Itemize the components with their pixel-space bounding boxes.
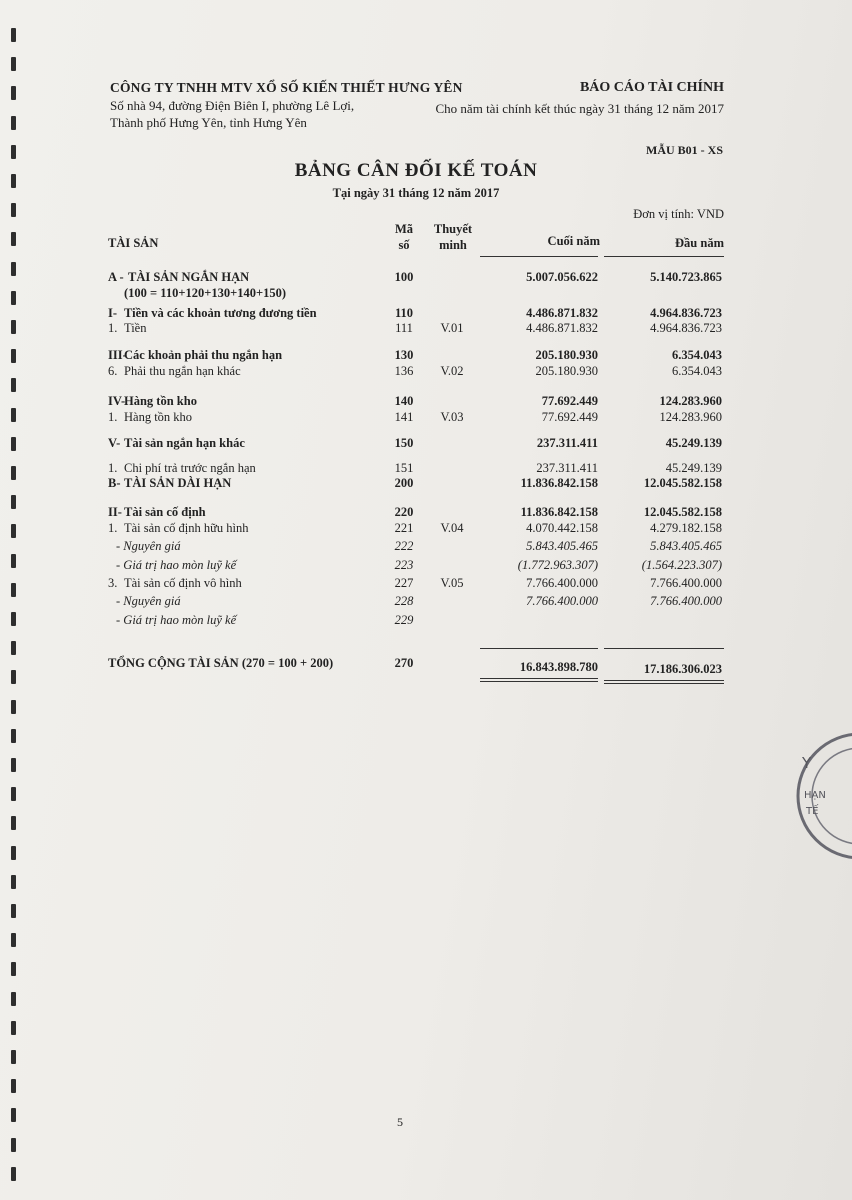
form-code: MẪU B01 - XS	[646, 143, 723, 157]
column-header-beginning-of-year: Đầu năm	[675, 236, 724, 250]
stamp-text-3: TẾ	[806, 806, 819, 817]
binding-hole	[11, 846, 16, 860]
row-end-value: 4.070.442.158	[526, 521, 598, 535]
row-note: V.03	[440, 410, 464, 424]
row-code: 222	[394, 539, 414, 553]
row-begin-value: 4.279.182.158	[650, 521, 722, 535]
row-code: 151	[394, 461, 414, 475]
binding-hole	[11, 816, 16, 830]
table-row	[0, 521, 852, 538]
total-double-rule-begin-2	[604, 683, 724, 684]
binding-hole	[11, 758, 16, 772]
binding-hole	[11, 57, 16, 71]
row-note: V.01	[440, 321, 464, 335]
row-label: Tài sản cố định	[124, 505, 206, 519]
row-label: Tài sản ngắn hạn khác	[124, 436, 245, 450]
row-end-value: 205.180.930	[535, 364, 598, 378]
row-end-value: 4.486.871.832	[526, 321, 598, 335]
binding-hole	[11, 28, 16, 42]
row-end-value: 237.311.411	[536, 436, 598, 450]
currency-unit: Đơn vị tính: VND	[633, 207, 724, 221]
row-code: 221	[394, 521, 414, 535]
column-header-note-line2: minh	[439, 238, 467, 252]
table-row	[0, 613, 852, 630]
row-end-value: (1.772.963.307)	[517, 558, 598, 572]
row-label: - Nguyên giá	[116, 539, 181, 553]
binding-hole	[11, 904, 16, 918]
row-begin-value: 4.964.836.723	[650, 321, 722, 335]
row-begin-value: 5.843.405.465	[650, 539, 722, 553]
header-underline-begin	[604, 256, 724, 257]
table-row	[0, 476, 852, 493]
row-label: Tiền	[124, 321, 147, 335]
column-header-note-line1: Thuyết	[433, 222, 473, 236]
row-begin-value: 7.766.400.000	[650, 576, 722, 590]
table-row	[0, 286, 852, 303]
binding-hole	[11, 1050, 16, 1064]
report-title: BÁO CÁO TÀI CHÍNH	[579, 80, 724, 95]
row-code: 111	[395, 321, 413, 335]
binding-hole	[11, 787, 16, 801]
row-index: 1.	[108, 521, 118, 535]
total-top-rule-begin	[604, 648, 724, 649]
binding-hole	[11, 203, 16, 217]
row-begin-value: 45.249.139	[665, 436, 722, 450]
row-end-value: 11.836.842.158	[520, 476, 598, 490]
binding-hole	[11, 700, 16, 714]
row-begin-value: 45.249.139	[665, 461, 722, 475]
row-index: 3.	[108, 576, 118, 590]
total-double-rule-end-2	[480, 681, 598, 682]
column-header-code-line1: Mã	[394, 222, 414, 236]
stamp-text-1: Y	[802, 754, 812, 772]
row-label: (100 = 110+120+130+140+150)	[124, 286, 286, 300]
row-label: Hàng tồn kho	[124, 410, 193, 424]
column-header-asset: TÀI SẢN	[108, 236, 159, 250]
row-begin-value: 12.045.582.158	[643, 505, 722, 519]
row-end-value: 5.007.056.622	[526, 270, 598, 284]
total-double-rule-begin-1	[604, 680, 724, 681]
row-index: 1.	[108, 461, 118, 475]
binding-hole	[11, 116, 16, 130]
row-code: 223	[394, 558, 414, 572]
table-row	[0, 348, 852, 365]
row-begin-value: (1.564.223.307)	[641, 558, 722, 572]
row-end-value: 11.836.842.158	[520, 505, 598, 519]
row-begin-value: 12.045.582.158	[643, 476, 722, 490]
page-number: 5	[397, 1115, 403, 1129]
column-header-end-of-year: Cuối năm	[547, 234, 600, 248]
row-code: 229	[394, 613, 414, 627]
column-header-code-line2: số	[398, 238, 410, 252]
total-code: 270	[394, 656, 414, 670]
row-code: 227	[394, 576, 414, 590]
total-end-value: 16.843.898.780	[519, 660, 598, 674]
binding-hole	[11, 933, 16, 947]
row-label: Chi phí trả trước ngắn hạn	[124, 461, 256, 475]
row-begin-value: 124.283.960	[659, 410, 722, 424]
official-stamp	[792, 730, 852, 870]
row-label: Phải thu ngắn hạn khác	[124, 364, 241, 378]
total-row	[0, 656, 852, 676]
row-end-value: 7.766.400.000	[526, 576, 598, 590]
table-row	[0, 539, 852, 556]
row-code: 100	[394, 270, 414, 284]
total-top-rule-end	[480, 648, 598, 649]
header-underline-end	[480, 256, 598, 257]
table-row	[0, 558, 852, 575]
row-code: 130	[394, 348, 414, 362]
table-row	[0, 410, 852, 427]
row-label: Hàng tồn kho	[124, 394, 197, 408]
row-label: TÀI SẢN NGẮN HẠN	[128, 270, 250, 284]
stamp-seal-icon	[792, 730, 852, 870]
total-begin-value: 17.186.306.023	[643, 662, 722, 676]
row-label: Các khoản phải thu ngắn hạn	[124, 348, 283, 362]
row-index: 1.	[108, 410, 118, 424]
binding-hole	[11, 729, 16, 743]
row-index: B-	[108, 476, 121, 490]
row-begin-value: 124.283.960	[659, 394, 722, 408]
table-row	[0, 505, 852, 522]
binding-hole	[11, 992, 16, 1006]
row-index: I-	[108, 306, 118, 320]
binding-hole	[11, 1138, 16, 1152]
binding-hole	[11, 962, 16, 976]
row-end-value: 7.766.400.000	[526, 594, 598, 608]
row-label: Tiền và các khoản tương đương tiền	[124, 306, 317, 320]
row-end-value: 205.180.930	[535, 348, 598, 362]
binding-hole	[11, 232, 16, 246]
company-address-line1: Số nhà 94, đường Điện Biên I, phường Lê Lợi,	[110, 98, 355, 113]
binding-hole	[11, 1079, 16, 1093]
table-row	[0, 436, 852, 453]
row-end-value: 5.843.405.465	[526, 539, 598, 553]
row-code: 136	[394, 364, 414, 378]
binding-hole	[11, 641, 16, 655]
row-begin-value: 6.354.043	[672, 348, 722, 362]
row-code: 141	[394, 410, 414, 424]
row-index: IV-	[108, 394, 126, 408]
row-code: 220	[394, 505, 414, 519]
row-end-value: 77.692.449	[541, 410, 598, 424]
row-code: 140	[394, 394, 414, 408]
row-note: V.05	[440, 576, 464, 590]
table-row	[0, 394, 852, 411]
stamp-text-2: HẠN	[804, 790, 826, 801]
row-label: - Giá trị hao mòn luỹ kế	[116, 558, 237, 572]
binding-hole	[11, 875, 16, 889]
row-index: 6.	[108, 364, 118, 378]
row-end-value: 237.311.411	[536, 461, 598, 475]
report-period: Cho năm tài chính kết thúc ngày 31 tháng 12 năm 2017	[435, 101, 724, 116]
row-label: Tài sản cố định hữu hình	[124, 521, 249, 535]
row-begin-value: 7.766.400.000	[650, 594, 722, 608]
total-double-rule-end-1	[480, 678, 598, 679]
table-row	[0, 321, 852, 338]
binding-hole	[11, 1021, 16, 1035]
table-row	[0, 364, 852, 381]
binding-hole	[11, 145, 16, 159]
row-code: 228	[394, 594, 414, 608]
row-end-value: 4.486.871.832	[526, 306, 598, 320]
table-row	[0, 576, 852, 593]
row-begin-value: 4.964.836.723	[650, 306, 722, 320]
binding-hole	[11, 1167, 16, 1181]
row-end-value: 77.692.449	[541, 394, 598, 408]
row-index: II-	[108, 505, 122, 519]
row-code: 200	[394, 476, 414, 490]
row-note: V.04	[440, 521, 464, 535]
row-begin-value: 5.140.723.865	[650, 270, 722, 284]
row-label: TÀI SẢN DÀI HẠN	[124, 476, 232, 490]
row-index: A -	[108, 270, 124, 284]
company-address-line2: Thành phố Hưng Yên, tỉnh Hưng Yên	[110, 115, 307, 130]
page-title: BẢNG CÂN ĐỐI KẾ TOÁN	[294, 160, 538, 181]
table-row	[0, 594, 852, 611]
row-index: III-	[108, 348, 127, 362]
total-label: TỔNG CỘNG TÀI SẢN (270 = 100 + 200)	[108, 656, 334, 670]
table-row	[0, 270, 852, 287]
row-label: Tài sản cố định vô hình	[124, 576, 242, 590]
row-begin-value: 6.354.043	[672, 364, 722, 378]
row-note: V.02	[440, 364, 464, 378]
row-index: 1.	[108, 321, 118, 335]
row-index: V-	[108, 436, 121, 450]
row-label: - Giá trị hao mòn luỹ kế	[116, 613, 237, 627]
row-code: 150	[394, 436, 414, 450]
row-label: - Nguyên giá	[116, 594, 181, 608]
binding-hole	[11, 86, 16, 100]
row-code: 110	[394, 306, 414, 320]
page-subtitle: Tại ngày 31 tháng 12 năm 2017	[332, 186, 500, 200]
company-name: CÔNG TY TNHH MTV XỔ SỐ KIẾN THIẾT HƯNG YÊN	[110, 80, 463, 95]
